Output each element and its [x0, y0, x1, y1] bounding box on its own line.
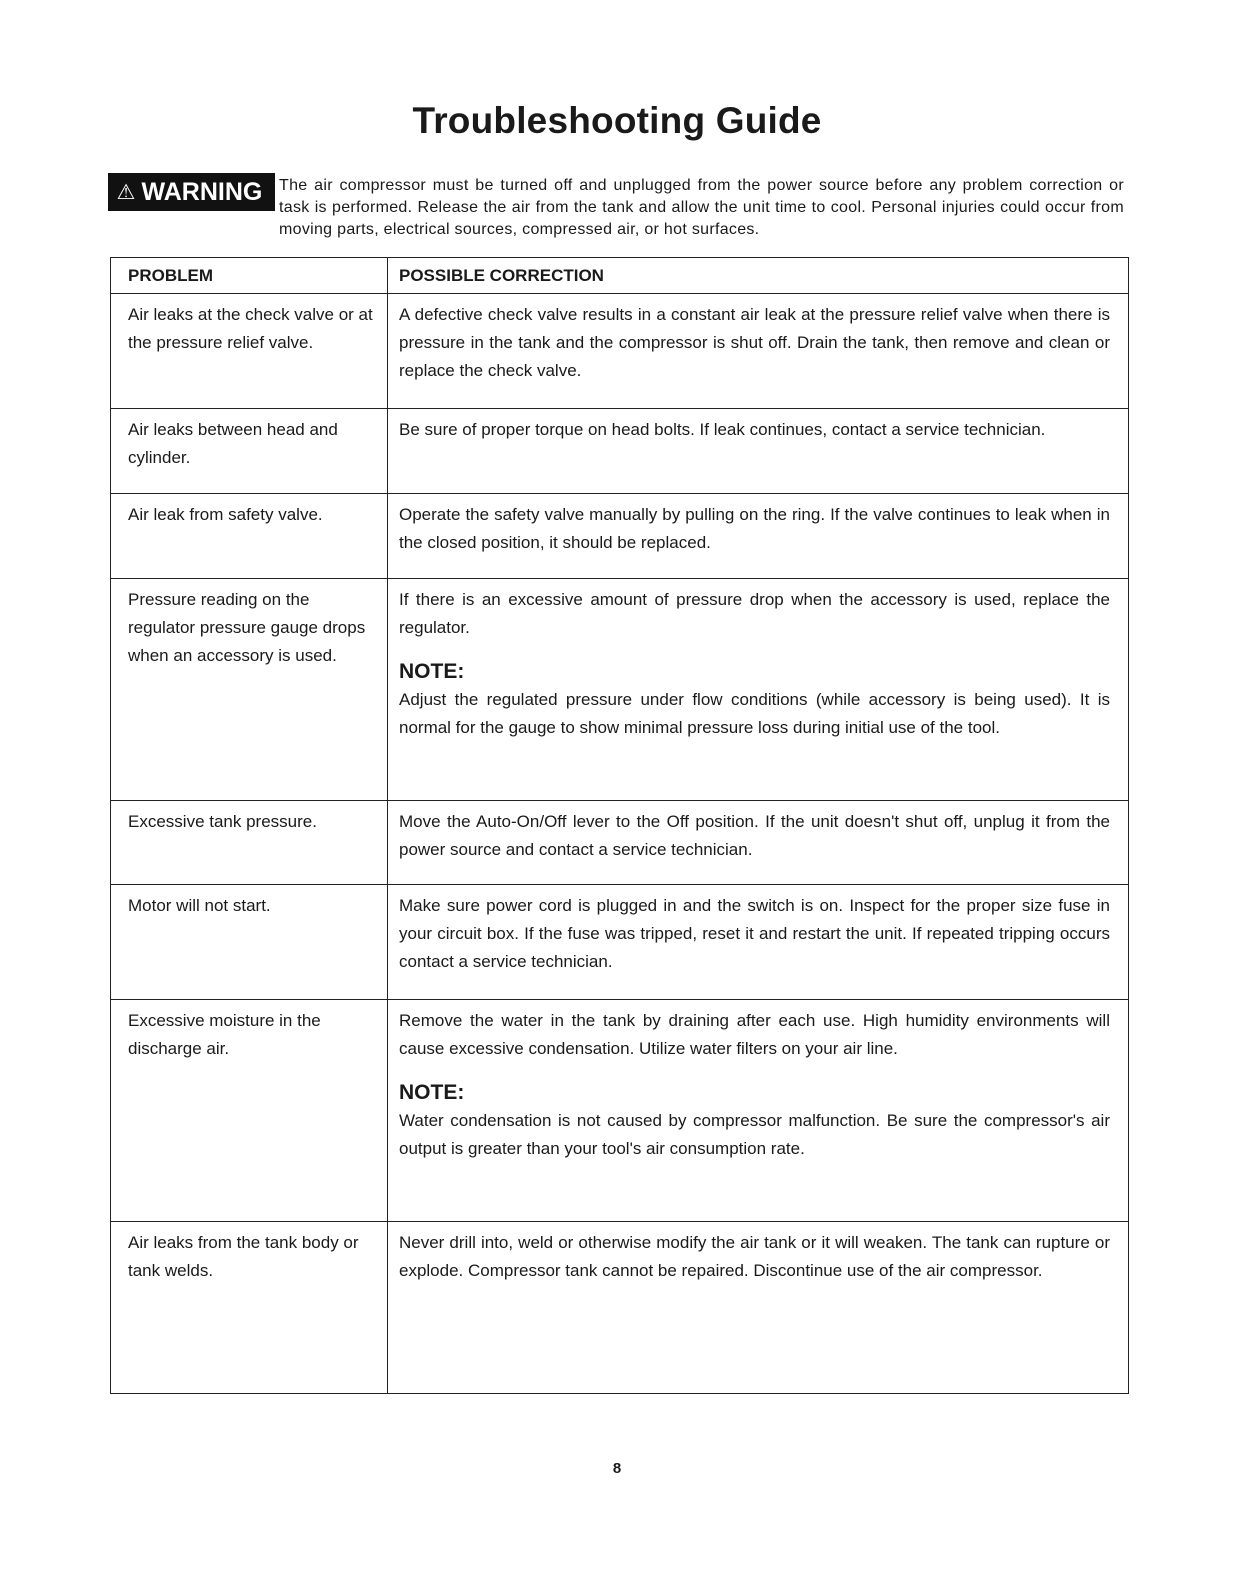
correction-cell: Move the Auto-On/Off lever to the Off position. If the unit doesn't shut off, unplug it from the power source and contact a service technician. [388, 801, 1129, 885]
problem-cell: Pressure reading on the regulator pressure gauge drops when an accessory is used. [111, 579, 388, 801]
table-row [111, 294, 1129, 409]
troubleshooting-table [110, 257, 1129, 1394]
warning-label: WARNING [141, 177, 263, 206]
table-row [111, 801, 1129, 885]
problem-cell: Air leaks from the tank body or tank welds. [111, 1222, 388, 1394]
table-row [111, 494, 1129, 579]
problem-cell: Air leak from safety valve. [111, 494, 388, 579]
table-row [111, 885, 1129, 1000]
correction-cell [388, 579, 1129, 801]
problem-cell: Excessive tank pressure. [111, 801, 388, 885]
warning-badge [108, 173, 275, 211]
table-row [111, 1222, 1129, 1394]
correction-cell: Be sure of proper torque on head bolts. If leak continues, contact a service technician. [388, 409, 1129, 494]
header-correction: POSSIBLE CORRECTION [388, 258, 1129, 294]
problem-cell: Motor will not start. [111, 885, 388, 1000]
correction-text: If there is an excessive amount of pressure drop when the accessory is used, replace the regulator. [399, 590, 1110, 637]
correction-cell: A defective check valve results in a constant air leak at the pressure relief valve when there is pressure in the tank and the compressor is shut off. Drain the tank, then remove and clean or replace the check valve. [388, 294, 1129, 409]
correction-cell: Never drill into, weld or otherwise modify the air tank or it will weaken. The tank can rupture or explode. Compressor tank cannot be repaired. Discontinue use of the air compressor. [388, 1222, 1129, 1394]
note-text: Water condensation is not caused by compressor malfunction. Be sure the compressor's air output is greater than your tool's air consumption rate. [399, 1111, 1110, 1158]
table-row [111, 1000, 1129, 1222]
correction-cell: Make sure power cord is plugged in and the switch is on. Inspect for the proper size fuse in your circuit box. If the fuse was tripped, reset it and restart the unit. If repeated tripping occurs contact a service technician. [388, 885, 1129, 1000]
correction-text: Remove the water in the tank by draining after each use. High humidity environments will cause excessive condensation. Utilize water filters on your air line. [399, 1011, 1110, 1058]
note-heading: NOTE: [399, 660, 465, 683]
table-header-row [111, 258, 1129, 294]
warning-triangle-icon: ⚠ [116, 180, 136, 204]
problem-cell: Excessive moisture in the discharge air. [111, 1000, 388, 1222]
table-row [111, 579, 1129, 801]
page-title: Troubleshooting Guide [412, 100, 822, 141]
note-text: Adjust the regulated pressure under flow conditions (while accessory is being used). It is normal for the gauge to show minimal pressure loss during initial use of the tool. [399, 690, 1110, 737]
problem-cell: Air leaks at the check valve or at the pressure relief valve. [111, 294, 388, 409]
correction-cell: Operate the safety valve manually by pulling on the ring. If the valve continues to leak when in the closed position, it should be replaced. [388, 494, 1129, 579]
table-row [111, 409, 1129, 494]
warning-text: The air compressor must be turned off and unplugged from the power source before any problem correction or task is performed. Release the air from the tank and allow the unit time to cool. Personal injuries could occur from moving parts, electrical sources, compressed air, or hot surfaces. [279, 177, 1124, 238]
header-problem: PROBLEM [111, 258, 388, 294]
problem-cell: Air leaks between head and cylinder. [111, 409, 388, 494]
note-heading: NOTE: [399, 1081, 465, 1104]
page-number: 8 [612, 1460, 622, 1477]
correction-cell [388, 1000, 1129, 1222]
